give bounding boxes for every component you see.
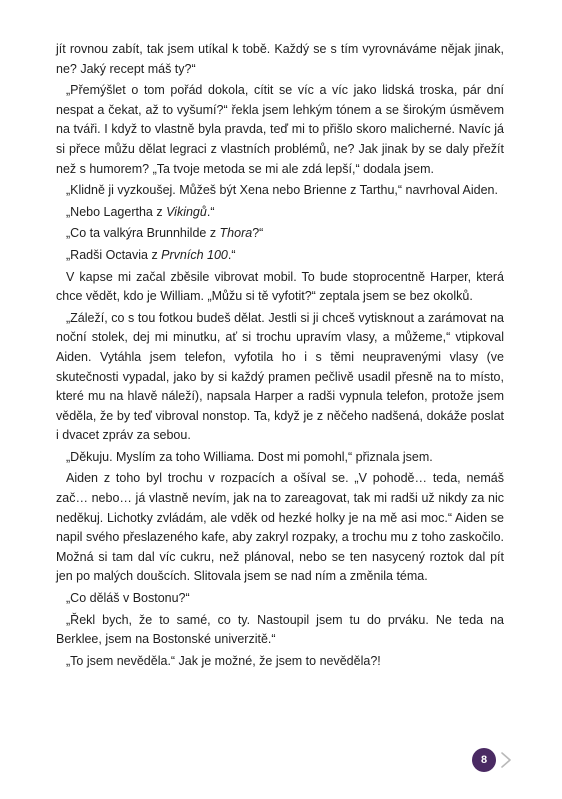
text-run: jít rovnou zabít, tak jsem utíkal k tobě. Každý se s tím vyrovnáváme nějak jinak, ne? Jaký recept máš ty?“ <box>56 42 504 76</box>
text-run: „To jsem nevěděla.“ Jak je možné, že jsem to nevěděla?! <box>66 653 381 668</box>
italic-title: Vikingů <box>166 204 207 219</box>
paragraph <box>56 611 504 650</box>
paragraph <box>56 309 504 446</box>
text-run: Aiden z toho byl trochu v rozpacích a ošíval se. „V pohodě… teda, nemáš zač… nebo… já vlastně nevím, jak na to zareagovat, tak mi radši už nikdy za nic neděkuj. Lichotky zvládám, ale vděk od hezké holky je na mě asi moc.“ Aiden se napil svého přeslazeného kafe, aby zakryl rozpaky, a trochu mu z toho zaskočilo. Možná si tam dal víc cukru, než plánoval, nebo se ten nasycený roztok dal pít jen po malých doušcích. Slitovala jsem se nad ním a změnila téma. <box>56 471 504 584</box>
book-page-text <box>56 40 504 673</box>
italic-title: Thora <box>219 226 253 241</box>
text-run: „Co děláš v Bostonu?“ <box>66 591 190 606</box>
paragraph <box>56 181 504 201</box>
text-run: .“ <box>206 204 215 219</box>
text-run: ?“ <box>252 226 264 241</box>
text-run: „Nebo Lagertha z <box>66 204 167 219</box>
text-run: „Řekl bych, že to samé, co ty. Nastoupil jsem tu do prváku. Ne teda na Berklee, jsem na Bostonské univerzitě.“ <box>56 612 504 647</box>
paragraph <box>56 652 504 672</box>
paragraph <box>56 469 504 587</box>
paragraph <box>56 246 504 266</box>
text-run: „Děkuju. Myslím za toho Williama. Dost mi pomohl,“ přiznala jsem. <box>66 449 433 464</box>
page-number-badge: 8 <box>472 748 496 772</box>
paragraph <box>56 268 504 307</box>
chevron-right-icon[interactable] <box>499 751 513 769</box>
paragraph <box>56 203 504 223</box>
text-run: V kapse mi začal zběsile vibrovat mobil. To bude stoprocentně Harper, která chce vědět, kdo je William. „Můžu si tě vyfotit?“ zeptala jsem se bez okolků. <box>56 269 504 304</box>
text-run: „Co ta valkýra Brunnhilde z <box>66 226 220 241</box>
paragraph <box>56 589 504 609</box>
paragraph <box>56 40 504 79</box>
paragraph <box>56 224 504 244</box>
text-run: „Radši Octavia z <box>66 247 162 262</box>
paragraph <box>56 448 504 468</box>
text-run: „Přemýšlet o tom pořád dokola, cítit se víc a víc jako lidská troska, pár dní nespat a čekat, až to vyšumí?“ řekla jsem lehkým tónem a se širokým úsměvem na tváři. I když to vlastně byla pravda, teď mi to přišlo skoro malicherné. Navíc já si přece můžu dělat legraci z vlastních problémů, ne? Jak jinak by se daly přežít než s humorem? „Ta tvoje metoda se mi ale zdá lepší,“ dodala jsem. <box>56 83 504 176</box>
text-run: „Záleží, co s tou fotkou budeš dělat. Jestli si ji chceš vytisknout a zarámovat na noční stolek, dej mi minutku, ať si trochu upravím vlasy, a můžeme,“ vtipkoval Aiden. Vytáhla jsem telefon, vyfotila ho i s těmi neupravenými vlasy (ve skutečnosti vypadal, jako by si každý pramen pečlivě usadil přesně na to místo, které mu na hlavě náleží), napsala Harper a radši vypnula telefon, protože jsem věděla, že by teď vibroval nonstop. Ta, když je z něčeho nadšená, dokáže poslat i dvacet zpráv za sebou. <box>56 310 504 443</box>
paragraph <box>56 81 504 179</box>
italic-title: Prvních 100 <box>161 247 228 262</box>
text-run: „Klidně ji vyzkoušej. Můžeš být Xena nebo Brienne z Tarthu,“ navrhoval Aiden. <box>66 183 498 198</box>
text-run: .“ <box>227 247 236 262</box>
